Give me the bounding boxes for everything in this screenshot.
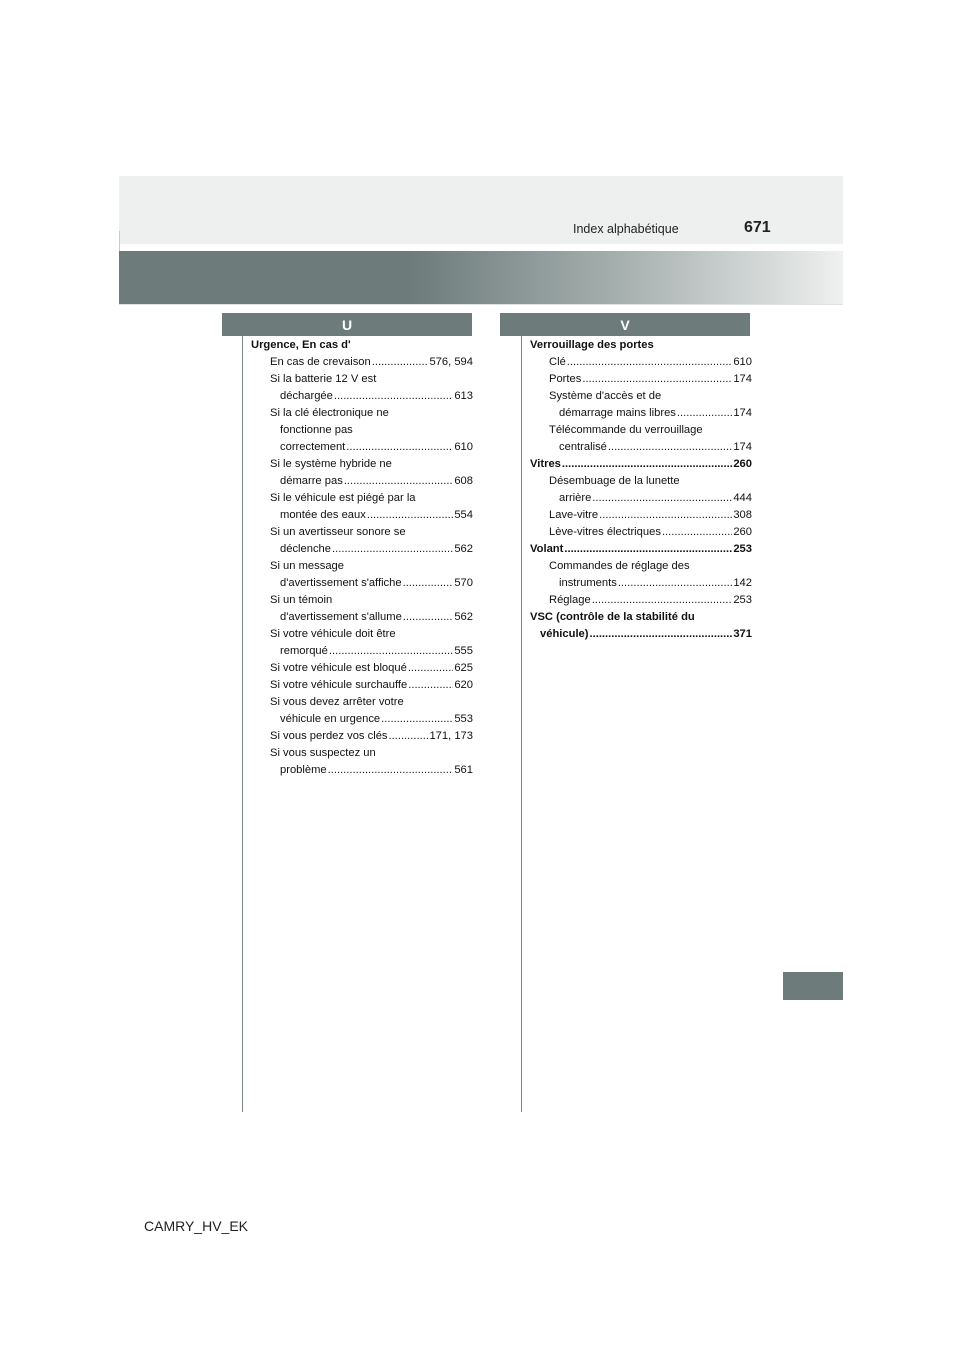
- index-entry-term: Si la batterie 12 V est: [270, 373, 377, 385]
- index-entry-term: Si votre véhicule est bloqué: [270, 662, 407, 674]
- index-entry-term: Commandes de réglage des: [549, 560, 690, 572]
- index-entry-page[interactable]: 610: [454, 441, 473, 453]
- index-entry-page[interactable]: 554: [454, 509, 473, 521]
- index-entry: [251, 456, 473, 473]
- index-entry-term: Urgence, En cas d': [251, 339, 351, 351]
- index-entry-term: Vitres: [530, 458, 561, 470]
- index-entry-term: problème: [280, 764, 327, 776]
- index-entry-term: d'avertissement s'affiche: [280, 577, 402, 589]
- index-entry-leader: [677, 405, 732, 422]
- index-column-u: [251, 337, 473, 779]
- index-entry-term: Lève-vitres électriques: [549, 526, 661, 538]
- index-entry-leader: [408, 660, 454, 677]
- index-entry-term: arrière: [559, 492, 592, 504]
- index-entry: [251, 677, 473, 694]
- index-entry-page[interactable]: 608: [454, 475, 473, 487]
- header-divider: [119, 304, 843, 305]
- index-entry-term: Verrouillage des portes: [530, 339, 654, 351]
- index-entry-term: Si vous suspectez un: [270, 747, 376, 759]
- index-entry: [251, 422, 473, 439]
- index-entry-page[interactable]: 562: [454, 543, 473, 555]
- index-entry-term: démarrage mains libres: [559, 407, 676, 419]
- index-entry-term: d'avertissement s'allume: [280, 611, 402, 623]
- index-entry-page[interactable]: 553: [454, 713, 473, 725]
- column-rule-right: [521, 336, 522, 1112]
- index-entry: [251, 524, 473, 541]
- index-entry-term: Si le véhicule est piégé par la: [270, 492, 416, 504]
- index-entry: [530, 354, 752, 371]
- index-entry-page[interactable]: 576, 594: [429, 356, 473, 368]
- index-entry-page[interactable]: 610: [733, 356, 752, 368]
- index-entry-leader: [592, 490, 732, 507]
- column-rule-left: [242, 336, 243, 1112]
- index-entry-leader: [567, 354, 733, 371]
- index-entry: [530, 473, 752, 490]
- index-entry-page[interactable]: 620: [454, 679, 473, 691]
- index-entry-page[interactable]: 555: [454, 645, 473, 657]
- index-entry-term: correctement: [280, 441, 346, 453]
- index-entry-term: Si un témoin: [270, 594, 333, 606]
- index-entry: [251, 626, 473, 643]
- index-entry-page[interactable]: 253: [733, 594, 752, 606]
- index-entry: [530, 490, 752, 507]
- index-entry: [530, 592, 752, 609]
- index-entry-leader: [662, 524, 732, 541]
- index-entry: [530, 422, 752, 439]
- index-entry-leader: [608, 439, 732, 456]
- index-entry-term: Clé: [549, 356, 566, 368]
- index-entry: [251, 711, 473, 728]
- index-entry-page[interactable]: 142: [733, 577, 752, 589]
- index-entry-term: Lave-vitre: [549, 509, 599, 521]
- index-entry: [251, 762, 473, 779]
- header-title: Index alphabétique: [573, 222, 679, 236]
- index-entry-term: déclenche: [280, 543, 332, 555]
- index-entry: [251, 337, 473, 354]
- index-entry: [251, 592, 473, 609]
- header-bar: [119, 176, 843, 244]
- index-entry-leader: [328, 762, 454, 779]
- index-entry-leader: [599, 507, 732, 524]
- index-entry-page[interactable]: 174: [733, 441, 752, 453]
- section-header-v: V: [500, 313, 750, 336]
- index-entry: [530, 575, 752, 592]
- index-entry-term: démarre pas: [280, 475, 343, 487]
- index-entry-leader: [564, 541, 732, 558]
- index-entry-leader: [367, 507, 453, 524]
- index-entry-term: Portes: [549, 373, 582, 385]
- index-entry: [251, 609, 473, 626]
- index-entry-term: En cas de crevaison: [270, 356, 371, 368]
- header-left-tick: [119, 231, 120, 251]
- index-entry-term: Si vous perdez vos clés: [270, 730, 388, 742]
- index-entry-leader: [403, 575, 454, 592]
- index-entry: [530, 405, 752, 422]
- index-entry-term: Si votre véhicule surchauffe: [270, 679, 408, 691]
- index-entry-page[interactable]: 561: [454, 764, 473, 776]
- index-entry-term: VSC (contrôle de la stabilité du: [530, 611, 695, 623]
- index-entry-term: Système d'accès et de: [549, 390, 662, 402]
- index-entry-term: véhicule): [540, 628, 589, 640]
- index-entry: [251, 439, 473, 456]
- index-entry-page[interactable]: 260: [733, 458, 752, 470]
- index-entry: [530, 371, 752, 388]
- index-entry-leader: [582, 371, 732, 388]
- index-entry: [251, 354, 473, 371]
- index-entry-leader: [592, 592, 733, 609]
- index-entry-term: Si un avertisseur sonore se: [270, 526, 406, 538]
- index-entry-term: Si un message: [270, 560, 345, 572]
- index-entry: [251, 558, 473, 575]
- index-entry-leader: [562, 456, 732, 473]
- index-entry-term: centralisé: [559, 441, 607, 453]
- index-entry-page[interactable]: 171, 173: [429, 730, 473, 742]
- index-entry-leader: [618, 575, 733, 592]
- index-entry-leader: [372, 354, 429, 371]
- index-entry-page[interactable]: 174: [733, 407, 752, 419]
- header-gradient-band: [119, 251, 843, 304]
- index-entry: [251, 507, 473, 524]
- index-entry-leader: [346, 439, 453, 456]
- index-entry-term: Si votre véhicule doit être: [270, 628, 396, 640]
- index-entry-term: instruments: [559, 577, 617, 589]
- index-entry: [530, 337, 752, 354]
- index-entry-page[interactable]: 570: [454, 577, 473, 589]
- index-entry: [251, 371, 473, 388]
- index-entry-leader: [590, 626, 733, 643]
- footer-document-code: CAMRY_HV_EK: [144, 1218, 249, 1234]
- index-entry-leader: [329, 643, 453, 660]
- section-header-u: U: [222, 313, 472, 336]
- index-entry: [251, 541, 473, 558]
- index-entry: [530, 626, 752, 643]
- index-entry-term: Réglage: [549, 594, 591, 606]
- index-entry: [530, 456, 752, 473]
- index-entry-term: montée des eaux: [280, 509, 366, 521]
- index-entry-leader: [408, 677, 453, 694]
- index-entry-term: Volant: [530, 543, 564, 555]
- index-entry: [251, 728, 473, 745]
- index-entry-leader: [334, 388, 453, 405]
- index-entry-page[interactable]: 625: [454, 662, 473, 674]
- index-entry-term: Télécommande du verrouillage: [549, 424, 703, 436]
- index-entry-term: fonctionne pas: [280, 424, 353, 436]
- index-entry-term: Si le système hybride ne: [270, 458, 392, 470]
- index-entry: [251, 490, 473, 507]
- index-entry: [251, 660, 473, 677]
- index-entry-term: Désembuage de la lunette: [549, 475, 680, 487]
- index-entry: [530, 558, 752, 575]
- index-entry-page[interactable]: 308: [733, 509, 752, 521]
- index-entry-page[interactable]: 371: [733, 628, 752, 640]
- index-column-v: [530, 337, 752, 643]
- index-entry-leader: [332, 541, 453, 558]
- index-entry: [530, 609, 752, 626]
- index-entry: [530, 541, 752, 558]
- index-entry-page[interactable]: 253: [733, 543, 752, 555]
- index-entry-page[interactable]: 562: [454, 611, 473, 623]
- index-entry: [530, 439, 752, 456]
- index-entry-term: Si vous devez arrêter votre: [270, 696, 404, 708]
- index-entry-term: remorqué: [280, 645, 328, 657]
- index-entry: [251, 405, 473, 422]
- index-entry: [530, 507, 752, 524]
- index-entry: [251, 575, 473, 592]
- page-number: 671: [744, 219, 771, 236]
- index-entry-term: Si la clé électronique ne: [270, 407, 389, 419]
- index-entry: [251, 388, 473, 405]
- index-entry-term: véhicule en urgence: [280, 713, 381, 725]
- index-entry: [251, 694, 473, 711]
- index-entry-page[interactable]: 260: [733, 526, 752, 538]
- index-entry-page[interactable]: 444: [733, 492, 752, 504]
- index-entry-page[interactable]: 174: [733, 373, 752, 385]
- index-entry-leader: [389, 728, 429, 745]
- index-entry: [530, 524, 752, 541]
- index-entry: [530, 388, 752, 405]
- index-entry-page[interactable]: 613: [454, 390, 473, 402]
- index-entry-leader: [403, 609, 454, 626]
- index-entry-term: déchargée: [280, 390, 333, 402]
- index-entry-leader: [344, 473, 454, 490]
- index-entry: [251, 745, 473, 762]
- index-entry: [251, 643, 473, 660]
- index-thumb-tab: [783, 972, 843, 1000]
- index-entry: [251, 473, 473, 490]
- index-entry-leader: [381, 711, 453, 728]
